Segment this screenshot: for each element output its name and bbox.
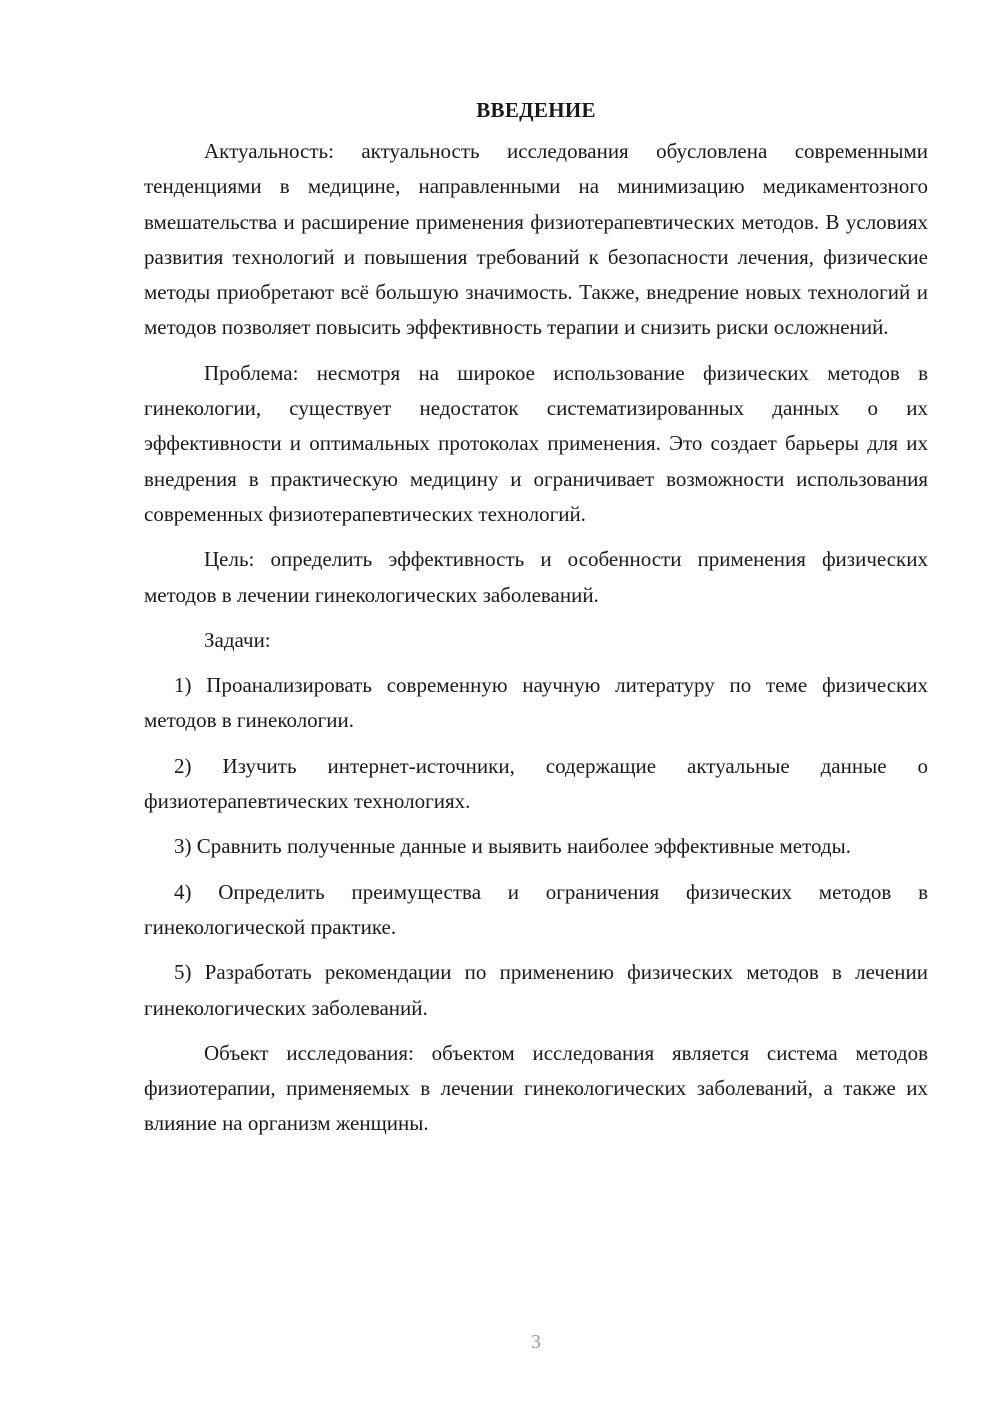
task-item-5: 5) Разработать рекомендации по применению физических методов в лечении гинекологических заболеваний. (144, 960, 928, 1020)
task-item-1: 1) Проанализировать современную научную литературу по теме физических методов в гинекологии. (144, 673, 928, 733)
page-number: 3 (531, 1331, 541, 1353)
task-item-3: 3) Сравнить полученные данные и выявить наиболее эффективные методы. (174, 834, 851, 859)
task-item-4: 4) Определить преимущества и ограничения физических методов в гинекологической практике. (144, 879, 928, 939)
goal-paragraph: Цель: определить эффективность и особенности применения физических методов в лечении гинекологических заболеваний. (144, 547, 928, 607)
document-title: ВВЕДЕНИЕ (476, 98, 596, 122)
relevance-paragraph: Актуальность: актуальность исследования обусловлена современными тенденциями в медицине, направленными на минимизацию медикаментозного вмешательства и расширение применения физиотерапевтических методов. В условиях развития технологий и повышения требований к безопасности лечения, физические методы приобретают всё большую значимость. Также, внедрение новых технологий и методов позволяет повысить эффективность терапии и снизить риски осложнений. (144, 139, 928, 340)
document-page (144, 92, 928, 1142)
problem-paragraph: Проблема: несмотря на широкое использование физических методов в гинекологии, существует недостаток систематизированных данных о их эффективности и оптимальных протоколах применения. Это создает барьеры для их внедрения в практическую медицину и ограничивает возможности использования современных физиотерапевтических технологий. (144, 360, 928, 526)
object-paragraph: Объект исследования: объектом исследования является система методов физиотерапии, применяемых в лечении гинекологических заболеваний, а также их влияние на организм женщины. (144, 1040, 928, 1136)
task-item-2: 2) Изучить интернет-источники, содержащие актуальные данные о физиотерапевтических технологиях. (144, 753, 928, 814)
tasks-heading: Задачи: (204, 627, 271, 652)
